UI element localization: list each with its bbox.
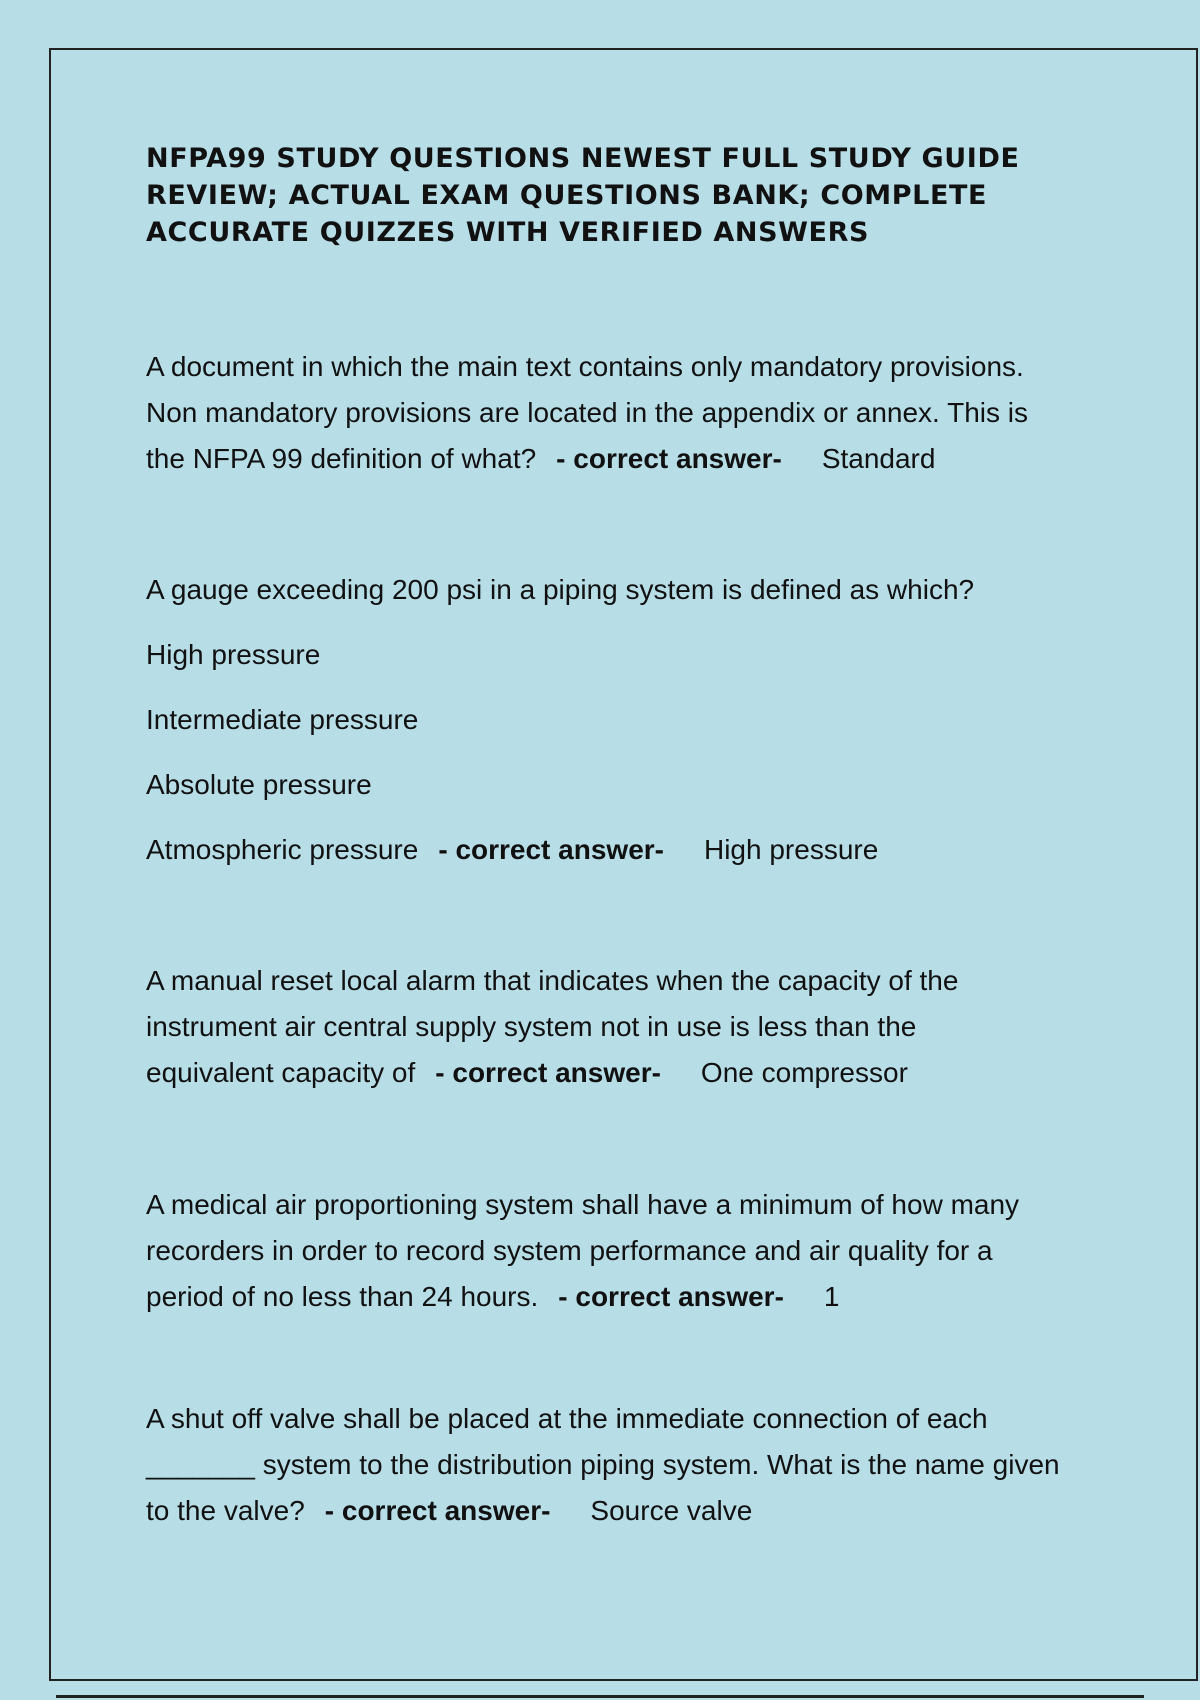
document-title: [146, 140, 1106, 251]
title-line: ACCURATE QUIZZES WITH VERIFIED ANSWERS: [146, 217, 870, 248]
correct-answer-label: - correct answer-: [435, 1057, 661, 1088]
question-block: [146, 1396, 1106, 1534]
title-line: REVIEW; ACTUAL EXAM QUESTIONS BANK; COMPLETE: [146, 180, 988, 211]
answer-option: Absolute pressure: [146, 769, 372, 800]
correct-answer-label: - correct answer-: [556, 443, 782, 474]
answer-text: 1: [823, 1281, 840, 1312]
answer-option: Intermediate pressure: [146, 704, 419, 735]
title-line: NFPA99 STUDY QUESTIONS NEWEST FULL STUDY GUIDE: [146, 143, 1020, 174]
question-text: _______ system to the distribution piping system. What is the name given: [146, 1449, 1060, 1480]
question-text: A medical air proportioning system shall have a minimum of how many: [146, 1189, 1020, 1220]
correct-answer-label: - correct answer-: [558, 1281, 784, 1312]
question-block: [146, 1182, 1106, 1320]
correct-answer-label: - correct answer-: [324, 1495, 551, 1526]
question-block: [146, 567, 1106, 873]
answer-text: One compressor: [700, 1057, 908, 1088]
question-block: [146, 958, 1106, 1096]
question-text: A gauge exceeding 200 psi in a piping system is defined as which?: [146, 574, 975, 605]
question-text: period of no less than 24 hours. - correct answer- 1: [146, 1281, 840, 1312]
answer-text: Standard: [821, 443, 936, 474]
question-text: Non mandatory provisions are located in the appendix or annex. This is: [146, 397, 1028, 428]
question-text: A document in which the main text contains only mandatory provisions.: [146, 351, 1024, 382]
question-text: equivalent capacity of - correct answer- One compressor: [146, 1057, 908, 1088]
answer-text: High pressure: [703, 834, 879, 865]
bottom-rule: [56, 1695, 1144, 1698]
document-content: [146, 140, 1106, 1534]
question-text: A shut off valve shall be placed at the immediate connection of each: [146, 1403, 988, 1434]
question-block: [146, 344, 1106, 482]
answer-option: Atmospheric pressure - correct answer- High pressure: [146, 834, 879, 865]
answer-text: Source valve: [590, 1495, 753, 1526]
correct-answer-label: - correct answer-: [438, 834, 664, 865]
question-text: instrument air central supply system not in use is less than the: [146, 1011, 917, 1042]
question-text: recorders in order to record system performance and air quality for a: [146, 1235, 993, 1266]
question-text: to the valve? - correct answer- Source valve: [146, 1495, 753, 1526]
question-text: A manual reset local alarm that indicates when the capacity of the: [146, 965, 959, 996]
question-text: the NFPA 99 definition of what? - correct answer- Standard: [146, 443, 936, 474]
answer-option: High pressure: [146, 639, 321, 670]
